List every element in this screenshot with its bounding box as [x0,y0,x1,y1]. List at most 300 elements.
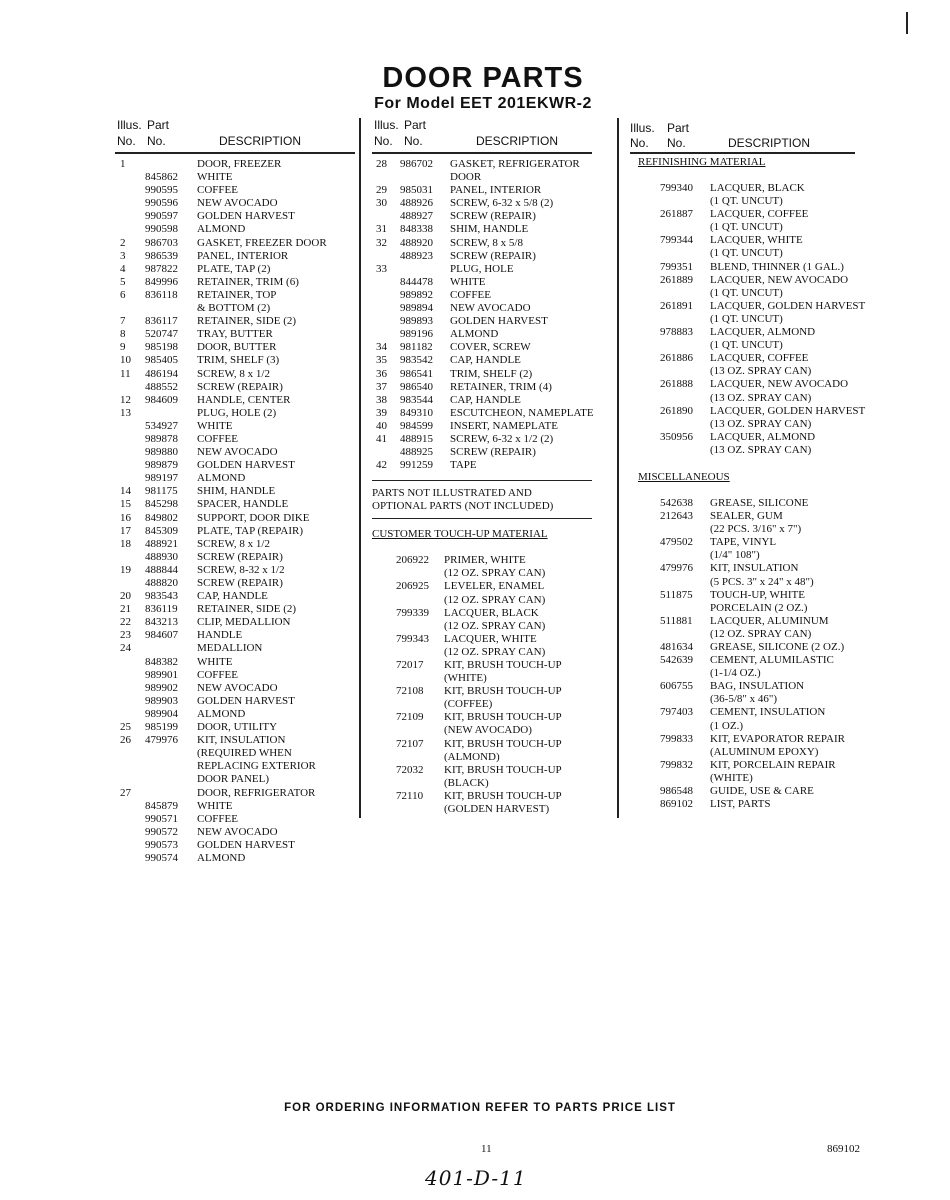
table-row [115,433,355,446]
part-description: SCREW (REPAIR) [197,380,283,393]
part-number: 72108 [396,685,424,698]
refinishing-table [630,182,875,457]
part-description: LIST, PARTS [710,798,771,811]
table-row [115,642,355,655]
part-description: REPLACING EXTERIOR [197,760,316,773]
table-row [372,276,592,289]
part-number: 844478 [400,275,433,288]
illus-number: 23 [120,629,131,642]
illus-number: 29 [376,184,387,197]
illus-number: 31 [376,223,387,236]
part-description: DOOR, BUTTER [197,341,277,354]
part-description: (12 OZ. SPRAY CAN) [444,645,546,658]
part-description: PLATE, TAP (2) [197,262,271,275]
part-description: SCREW, 8 x 5/8 [450,236,523,249]
table-row [630,247,875,260]
part-description: SEALER, GUM [710,510,783,523]
part-number: 986702 [400,158,433,170]
part-number: 990598 [145,223,178,236]
header-part: Part [667,121,690,135]
table-row [115,747,355,760]
part-number: 989879 [145,459,178,472]
table-row [115,407,355,420]
table-row [115,852,355,865]
illus-number: 6 [120,288,126,301]
table-row [630,405,875,418]
part-number: 488820 [145,577,178,589]
table-row [115,682,355,695]
table-row [372,302,592,315]
part-description: LACQUER, ALUMINUM [710,614,829,627]
table-row [372,158,592,171]
part-description: WHITE [197,799,233,812]
part-description: SCREW (REPAIR) [450,210,536,223]
part-description: CAP, HANDLE [450,393,521,406]
part-number: 542639 [660,654,693,667]
table-row [372,685,592,698]
part-description: (1-1/4 OZ.) [710,667,761,680]
table-row [115,223,355,236]
table-row [372,698,592,711]
table-row [630,785,875,798]
part-number: 845862 [145,171,178,184]
part-number: 534927 [145,419,178,432]
table-row [115,603,355,616]
illus-number: 16 [120,511,131,524]
part-description: PLUG, HOLE [450,262,514,275]
table-row [372,171,592,184]
table-row [630,720,875,733]
table-row [630,562,875,575]
part-description: (12 OZ. SPRAY CAN) [444,567,546,580]
part-description: KIT, BRUSH TOUCH-UP [444,737,562,750]
part-description: (1 QT. UNCUT) [710,195,783,208]
part-description: LACQUER, BLACK [710,182,805,194]
table-row [630,798,875,811]
part-description: (1 QT. UNCUT) [710,312,783,325]
part-number: 799340 [660,182,693,194]
table-row [115,263,355,276]
illus-number: 41 [376,432,387,445]
table-row [372,328,592,341]
page-number: 11 [481,1143,492,1155]
part-number: 72032 [396,763,424,776]
part-description: BLEND, THINNER (1 GAL.) [710,260,844,273]
part-number: 845298 [145,498,178,511]
part-description: LACQUER, WHITE [710,234,803,247]
part-number: 799832 [660,758,693,771]
illus-number: 24 [120,642,131,655]
part-description: KIT, BRUSH TOUCH-UP [444,763,562,776]
part-number: 989894 [400,302,433,315]
table-row [372,381,592,394]
table-row [630,641,875,654]
table-row [115,708,355,721]
part-description: COFFEE [197,668,238,681]
part-description: ALMOND [197,707,246,720]
part-description: LACQUER, NEW AVOCADO [710,378,849,391]
header-description: DESCRIPTION [728,136,811,150]
part-description: LACQUER, ALMOND [710,430,816,443]
part-number: 845879 [145,799,178,812]
table-row [115,734,355,747]
part-description: (1 OZ.) [710,719,743,732]
table-row [630,576,875,589]
part-description: SCREW (REPAIR) [197,550,283,563]
table-row [630,667,875,680]
illus-number: 2 [120,236,126,249]
table-row [630,365,875,378]
table-row [372,724,592,737]
table-row [115,459,355,472]
table-row [115,760,355,773]
part-description: INSERT, NAMEPLATE [450,419,558,432]
illus-number: 35 [376,354,387,367]
illus-number: 21 [120,603,131,616]
part-description: (22 PCS. 3/16" x 7") [710,523,802,536]
part-description: MEDALLION [197,642,263,655]
part-description: PRIMER, WHITE [444,554,526,567]
table-row [372,223,592,236]
part-description: KIT, PORCELAIN REPAIR [710,758,836,771]
table-row [372,672,592,685]
part-number: 990595 [145,184,178,197]
part-number: 986541 [400,367,433,380]
part-description: LACQUER, GOLDEN HARVEST [710,299,866,312]
part-description: RETAINER, TOP [197,288,277,301]
illus-number: 22 [120,616,131,629]
table-row [630,182,875,195]
section-rule [372,518,592,519]
part-description: KIT, BRUSH TOUCH-UP [444,685,562,698]
part-description: (WHITE) [710,771,753,784]
table-row [115,368,355,381]
part-number: 261888 [660,378,693,391]
part-description: TRAY, BUTTER [197,328,273,341]
part-description: RETAINER, TRIM (6) [197,275,299,288]
parts-column-2 [372,118,592,816]
table-row [115,394,355,407]
table-row [372,394,592,407]
part-description: GOLDEN HARVEST [197,210,295,223]
illus-number: 14 [120,485,131,498]
table-row [115,158,355,171]
table-row [115,341,355,354]
part-description: NEW AVOCADO [197,197,278,210]
illus-number: 8 [120,328,126,341]
table-row [115,250,355,263]
part-number: 990573 [145,838,178,851]
header-illus: Illus. [117,118,142,132]
part-description: ALMOND [450,328,499,341]
part-description: & BOTTOM (2) [197,302,271,315]
part-number: 989892 [400,288,433,301]
table-row [630,378,875,391]
table-row [115,210,355,223]
illus-number: 38 [376,393,387,406]
table-row [630,208,875,221]
table-row [630,615,875,628]
part-number: 206925 [396,580,429,593]
part-description: LACQUER, NEW AVOCADO [710,273,849,286]
part-description: COFFEE [197,812,238,825]
illus-number: 42 [376,459,387,472]
illus-number: 27 [120,786,131,799]
document-number: 869102 [827,1143,860,1155]
part-number: 984599 [400,419,433,432]
part-description: SCREW, 8 x 1/2 [197,367,270,380]
part-description: (ALUMINUM EPOXY) [710,745,819,758]
table-row [372,354,592,367]
header-illus: Illus. [630,121,655,135]
part-description: ALMOND [197,223,246,236]
illus-number: 30 [376,197,387,210]
part-number: 488915 [400,432,433,445]
part-number: 986539 [145,249,178,262]
table-row [115,564,355,577]
header-illus-no: No. [630,136,649,150]
part-description: ALMOND [197,851,246,864]
part-description: WHITE [197,655,233,668]
part-description: LACQUER, WHITE [444,632,537,645]
part-description: SCREW, 6-32 x 5/8 (2) [450,197,554,210]
part-description: COFFEE [197,184,238,197]
table-row [115,354,355,367]
table-row [372,646,592,659]
table-row [115,721,355,734]
part-number: 989197 [145,472,178,485]
table-row [630,261,875,274]
part-number: 983542 [400,354,433,367]
part-description: (1 QT. UNCUT) [710,247,783,260]
part-number: 261891 [660,299,693,312]
part-description: DOOR, FREEZER [197,158,282,170]
part-description: TAPE, VINYL [710,536,777,549]
part-description: CAP, HANDLE [450,354,521,367]
illus-number: 39 [376,406,387,419]
part-number: 849310 [400,406,433,419]
table-row [372,197,592,210]
part-description: KIT, INSULATION [197,734,286,747]
illus-number: 19 [120,563,131,576]
part-description: PLATE, TAP (REPAIR) [197,524,303,537]
table-row [372,751,592,764]
column-divider [617,118,619,818]
part-description: NEW AVOCADO [197,446,278,459]
illus-number: 7 [120,315,126,328]
table-row [115,839,355,852]
table-row [372,711,592,724]
illus-number: 10 [120,354,131,367]
not-illustrated-note [372,487,592,513]
part-description: GREASE, SILICONE [710,496,809,509]
table-row [630,221,875,234]
part-number: 479502 [660,536,693,549]
illus-number: 9 [120,341,126,354]
part-description: (36-5/8" x 46") [710,693,778,706]
part-number: 984607 [145,629,178,642]
illus-number: 11 [120,367,131,380]
table-row [630,746,875,759]
table-row [372,803,592,816]
part-number: 989902 [145,681,178,694]
part-number: 606755 [660,680,693,693]
part-number: 986703 [145,236,178,249]
table-row [630,772,875,785]
table-row [630,418,875,431]
illus-number: 13 [120,406,131,419]
part-description: (BLACK) [444,776,489,789]
table-row [372,263,592,276]
part-number: 261887 [660,208,693,221]
part-description: TRIM, SHELF (2) [450,367,533,380]
part-description: RETAINER, TRIM (4) [450,380,552,393]
table-row [630,602,875,615]
table-row [630,300,875,313]
illus-number: 20 [120,590,131,603]
part-number: 72110 [396,789,424,802]
table-row [372,433,592,446]
part-number: 488923 [400,249,433,262]
part-number: 848382 [145,655,178,668]
part-description: CAP, HANDLE [197,590,268,603]
part-number: 72107 [396,737,424,750]
header-illus-no: No. [117,134,136,148]
part-description: SHIM, HANDLE [450,223,529,236]
part-description: SCREW (REPAIR) [450,249,536,262]
table-row [115,472,355,485]
table-row [630,392,875,405]
part-number: 261889 [660,273,693,286]
part-description: TRIM, SHELF (3) [197,354,280,367]
table-row [372,777,592,790]
part-description: RETAINER, SIDE (2) [197,603,297,616]
part-description: GOLDEN HARVEST [197,694,295,707]
part-description: GOLDEN HARVEST [450,315,548,328]
part-number: 488552 [145,380,178,393]
part-number: 511875 [660,588,693,601]
table-row [372,790,592,803]
section-rule [372,480,592,481]
table-row [372,659,592,672]
part-description: BAG, INSULATION [710,680,805,693]
table-row [372,633,592,646]
table-row [115,420,355,433]
part-number: 985198 [145,341,178,354]
part-description: COFFEE [197,432,238,445]
header-description: DESCRIPTION [219,134,302,148]
table-row [372,580,592,593]
table-row [115,446,355,459]
illus-number: 40 [376,419,387,432]
part-description: DOOR [450,171,482,184]
part-number: 479976 [145,734,178,747]
part-number: 836118 [145,288,178,301]
part-description: WHITE [450,275,486,288]
table-row [372,620,592,633]
part-number: 799339 [396,606,429,619]
part-description: (1 QT. UNCUT) [710,221,783,234]
part-number: 542638 [660,496,693,509]
table-row [372,341,592,354]
part-number: 836117 [145,315,178,328]
part-description: GASKET, REFRIGERATOR [450,158,580,170]
illus-number: 33 [376,262,387,275]
part-description: PORCELAIN (2 OZ.) [710,601,808,614]
illus-number: 26 [120,734,131,747]
part-number: 985405 [145,354,178,367]
part-description: CEMENT, INSULATION [710,706,826,719]
part-description: TOUCH-UP, WHITE [710,588,805,601]
part-description: RETAINER, SIDE (2) [197,315,297,328]
part-description: (13 OZ. SPRAY CAN) [710,365,812,378]
part-number: 488930 [145,550,178,563]
part-number: 990596 [145,197,178,210]
part-number: 848338 [400,223,433,236]
table-row [630,628,875,641]
header-part: Part [147,118,170,132]
part-description: LACQUER, GOLDEN HARVEST [710,404,866,417]
part-number: 520747 [145,328,178,341]
parts-column-3 [630,118,875,811]
part-description: SCREW (REPAIR) [450,446,536,459]
header-illus-no: No. [374,134,393,148]
part-number: 836119 [145,603,178,616]
part-description: DOOR PANEL) [197,773,270,786]
part-description: SCREW, 8-32 x 1/2 [197,563,285,576]
part-description: COFFEE [450,288,491,301]
part-number: 991259 [400,459,433,472]
table-row [115,197,355,210]
part-description: NEW AVOCADO [197,681,278,694]
table-row [630,352,875,365]
part-description: COVER, SCREW [450,341,531,354]
table-row [372,446,592,459]
table-row [372,764,592,777]
part-description: DOOR, REFRIGERATOR [197,786,316,799]
part-number: 981175 [145,485,178,498]
part-number: 799344 [660,234,693,247]
table-row [372,368,592,381]
table-row [372,567,592,580]
part-description: SCREW (REPAIR) [197,577,283,589]
part-number: 799343 [396,632,429,645]
table-row [630,313,875,326]
table-row [115,629,355,642]
part-number: 261890 [660,404,693,417]
column-header [372,118,592,152]
part-number: 488926 [400,197,433,210]
part-description: WHITE [197,419,233,432]
table-row [630,536,875,549]
table-row [372,738,592,751]
part-description: KIT, EVAPORATOR REPAIR [710,732,845,745]
table-row [115,315,355,328]
table-row [115,538,355,551]
part-description: SCREW, 8 x 1/2 [197,537,270,550]
part-number: 983543 [145,590,178,603]
illus-number: 12 [120,393,131,406]
part-description: (1 QT. UNCUT) [710,339,783,352]
part-description: (REQUIRED WHEN [197,747,292,760]
table-row [630,444,875,457]
part-description: CLIP, MEDALLION [197,616,291,629]
table-row [115,498,355,511]
table-row [115,525,355,538]
header-rule [115,152,355,154]
illus-number: 18 [120,537,131,550]
part-description: LACQUER, BLACK [444,606,539,619]
